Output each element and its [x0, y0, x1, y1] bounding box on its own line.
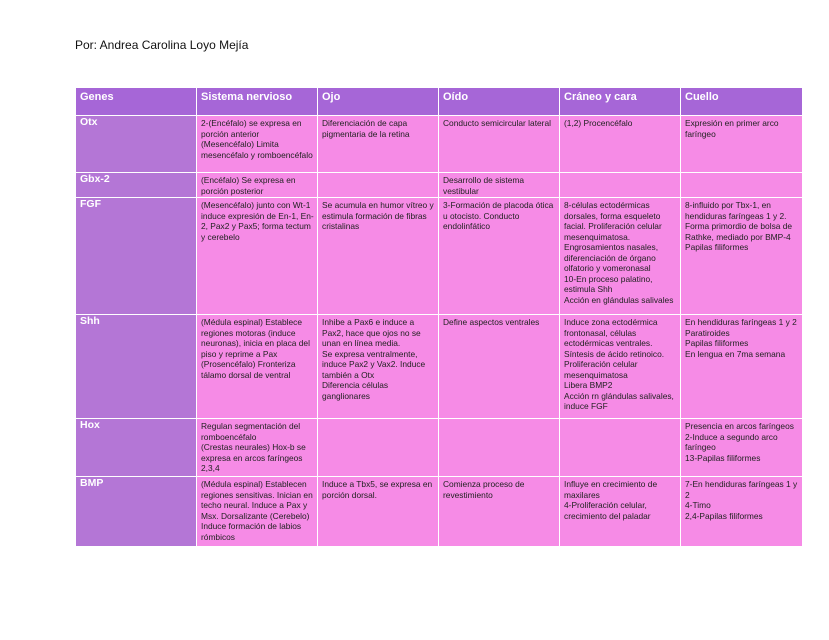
- gene-name: Hox: [76, 419, 197, 477]
- table-cell: [681, 173, 803, 198]
- table-cell: [439, 419, 560, 477]
- table-cell: 7-En hendiduras faríngeas 1 y 2 4-Timo 2,4-Papilas filiformes: [681, 477, 803, 547]
- table-cell: (1,2) Procencéfalo: [560, 116, 681, 173]
- table-row-hox: [76, 419, 803, 477]
- table-cell: (Mesencéfalo) junto con Wt-1 induce expresión de En-1, En-2, Pax2 y Pax5; forma tectum y cerebelo: [197, 198, 318, 315]
- table-cell: Desarrollo de sistema vestibular: [439, 173, 560, 198]
- table-cell: Diferenciación de capa pigmentaria de la retina: [318, 116, 439, 173]
- author-line: Por: Andrea Carolina Loyo Mejía: [75, 38, 249, 52]
- table-cell: (Encéfalo) Se expresa en porción posterior: [197, 173, 318, 198]
- header-craneo-y-cara: Cráneo y cara: [560, 88, 681, 116]
- table-cell: (Médula espinal) Establece regiones motoras (induce neuronas), inicia en placa del piso y reprime a Pax (Prosencéfalo) Fronteriza tálamo dorsal de ventral: [197, 315, 318, 419]
- table-cell: 3-Formación de placoda ótica u otocisto. Conducto endolinfático: [439, 198, 560, 315]
- table-cell: [318, 419, 439, 477]
- table-cell: Comienza proceso de revestimiento: [439, 477, 560, 547]
- table-row-shh: [76, 315, 803, 419]
- table-cell: [318, 173, 439, 198]
- table-row-otx: [76, 116, 803, 173]
- table-cell: Induce zona ectodérmica frontonasal, células ectodérmicas ventrales. Síntesis de ácido retinoico. Proliferación celular mesenquimatosa Libera BMP2 Acción rn glándulas salivales, induce FGF: [560, 315, 681, 419]
- table-cell: Define aspectos ventrales: [439, 315, 560, 419]
- table-cell: Regulan segmentación del romboencéfalo (Crestas neurales) Hox-b se expresa en arcos faríngeos 2,3,4: [197, 419, 318, 477]
- gene-name: Gbx-2: [76, 173, 197, 198]
- table-row-bmp: [76, 477, 803, 547]
- table-cell: (Médula espinal) Establecen regiones sensitivas. Inician en techo neural. Induce a Pax y Msx. Dorsalizante (Cerebelo) Induce formación de labios rómbicos: [197, 477, 318, 547]
- table-cell: Inhibe a Pax6 e induce a Pax2, hace que ojos no se unan en línea media. Se expresa ventralmente, induce Pax2 y Vax2. Induce también a Otx Diferencia células ganglionares: [318, 315, 439, 419]
- header-ojo: Ojo: [318, 88, 439, 116]
- table-cell: Conducto semicircular lateral: [439, 116, 560, 173]
- header-genes: Genes: [76, 88, 197, 116]
- table-cell: Influye en crecimiento de maxilares 4-Proliferación celular, crecimiento del paladar: [560, 477, 681, 547]
- table-cell: [560, 173, 681, 198]
- genes-table: [75, 87, 803, 547]
- table-cell: 2-(Encéfalo) se expresa en porción anterior (Mesencéfalo) Limita mesencéfalo y romboencéfalo: [197, 116, 318, 173]
- header-sistema-nervioso: Sistema nervioso: [197, 88, 318, 116]
- gene-name: Otx: [76, 116, 197, 173]
- gene-name: BMP: [76, 477, 197, 547]
- table-row-gbx2: [76, 173, 803, 198]
- table-cell: [560, 419, 681, 477]
- table-cell: Se acumula en humor vítreo y estimula formación de fibras cristalinas: [318, 198, 439, 315]
- table-cell: 8-influido por Tbx-1, en hendiduras faríngeas 1 y 2. Forma primordio de bolsa de Rathke, mediado por BMP-4 Papilas filiformes: [681, 198, 803, 315]
- table-cell: Induce a Tbx5, se expresa en porción dorsal.: [318, 477, 439, 547]
- gene-name: FGF: [76, 198, 197, 315]
- gene-name: Shh: [76, 315, 197, 419]
- header-oido: Oído: [439, 88, 560, 116]
- table-cell: Presencia en arcos faríngeos 2-Induce a segundo arco faríngeo 13-Papilas filiformes: [681, 419, 803, 477]
- table-cell: 8-células ectodérmicas dorsales, forma esqueleto facial. Proliferación celular mesenquimatosa. Engrosamientos nasales, diferenciación de órgano olfatorio y vomeronasal 10-En proceso palatino, estimula Shh Acción en glándulas salivales: [560, 198, 681, 315]
- header-row: [76, 88, 803, 116]
- table-cell: Expresión en primer arco faríngeo: [681, 116, 803, 173]
- table-row-fgf: [76, 198, 803, 315]
- header-cuello: Cuello: [681, 88, 803, 116]
- table-cell: En hendiduras faríngeas 1 y 2 Paratiroides Papilas filiformes En lengua en 7ma semana: [681, 315, 803, 419]
